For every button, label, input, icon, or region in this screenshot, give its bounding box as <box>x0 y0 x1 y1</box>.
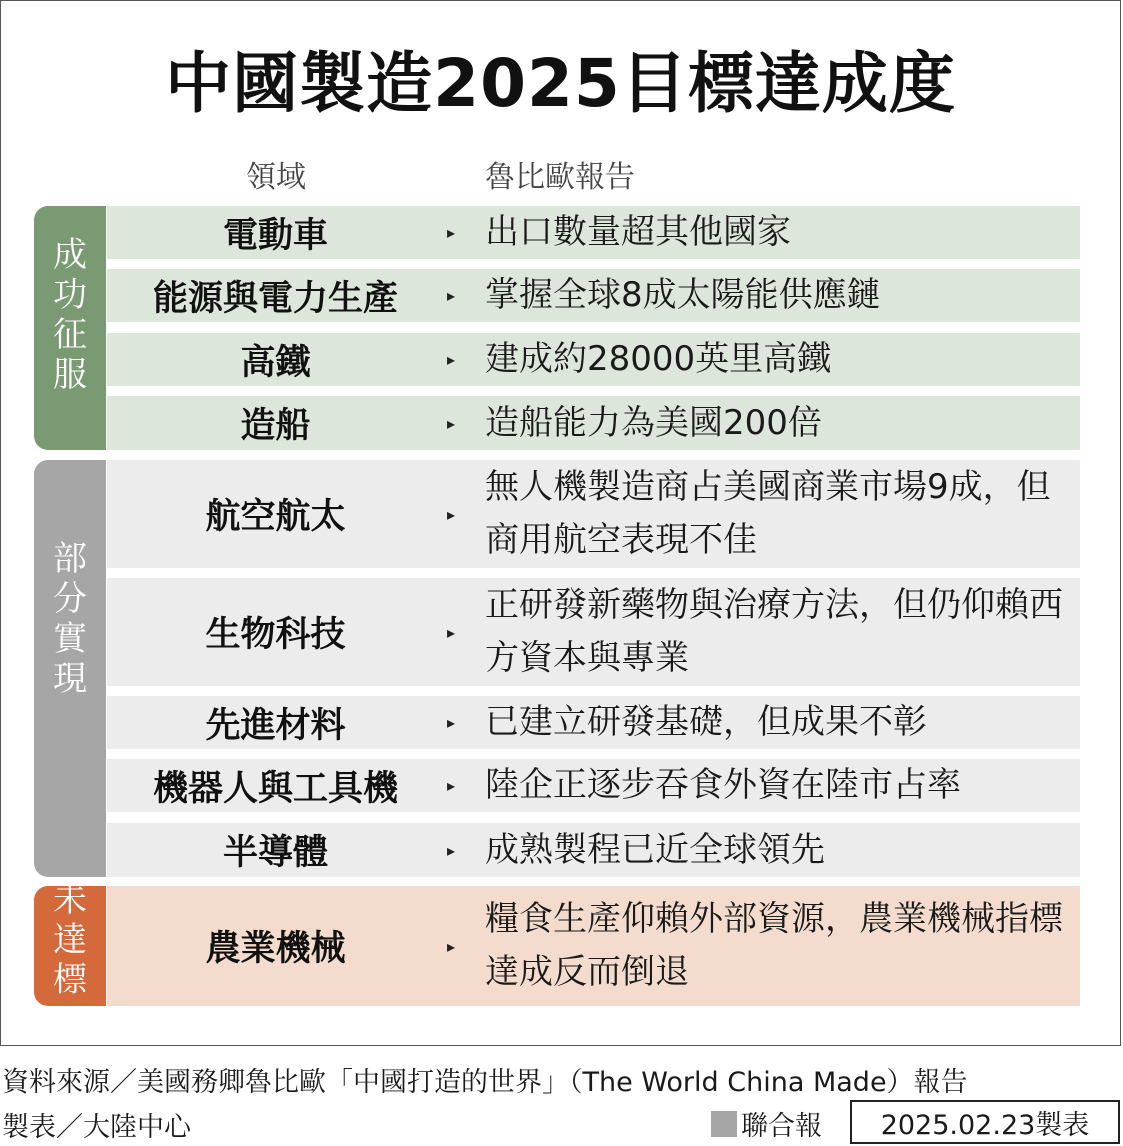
row-domain: 先進材料 <box>205 705 346 746</box>
group-label-partial-text: 部分實現 <box>53 538 87 699</box>
arrow-icon: ▸ <box>446 504 456 524</box>
table-row <box>107 823 1080 877</box>
row-domain: 機器人與工具機 <box>152 768 398 809</box>
publisher-name: 聯合報 <box>741 1111 822 1142</box>
arrow-icon: ▸ <box>446 622 456 642</box>
group-label-success <box>34 206 106 450</box>
arrow-icon: ▸ <box>446 413 456 433</box>
row-domain: 高鐵 <box>240 342 311 383</box>
page-title: 中國製造2025目標達成度 <box>165 45 956 122</box>
table-row <box>107 396 1080 450</box>
table-row <box>107 759 1080 812</box>
row-domain: 半導體 <box>222 833 328 873</box>
table-row <box>107 886 1080 1006</box>
arrow-icon: ▸ <box>446 713 456 732</box>
credit-note: 製表／大陸中心 <box>2 1112 191 1143</box>
row-report: 陸企正逐步吞食外資在陸市占率 <box>485 765 961 805</box>
date-stamp: 2025.02.23製表 <box>850 1100 1120 1144</box>
row-domain: 造船 <box>240 406 311 446</box>
row-domain: 航空航太 <box>205 497 346 537</box>
arrow-icon: ▸ <box>446 840 456 860</box>
row-domain: 能源與電力生產 <box>152 278 398 319</box>
column-header-report: 魯比歐報告 <box>485 160 635 195</box>
group-label-partial <box>34 460 106 877</box>
arrow-icon: ▸ <box>446 776 456 795</box>
row-report: 糧食生產仰賴外部資源，農業機械指標達成反而倒退 <box>485 899 1063 992</box>
row-report: 造船能力為美國200倍 <box>485 402 822 443</box>
table-row <box>107 460 1080 568</box>
row-report: 成熟製程已近全球領先 <box>485 829 825 870</box>
row-report: 無人機製造商占美國商業市場9成，但商用航空表現不佳 <box>485 467 1051 560</box>
arrow-icon: ▸ <box>446 286 456 305</box>
source-note: 資料來源／美國務卿魯比歐「中國打造的世界」（The World China Made）報告 <box>2 1067 968 1098</box>
group-label-fail-text: 未達標 <box>53 880 87 1000</box>
row-domain: 農業機械 <box>205 929 346 969</box>
table-row <box>107 696 1080 749</box>
square-icon <box>711 1111 737 1137</box>
arrow-icon: ▸ <box>446 936 456 956</box>
row-domain: 生物科技 <box>205 615 346 655</box>
arrow-icon: ▸ <box>446 350 456 369</box>
group-label-success-text: 成功征服 <box>53 235 87 395</box>
row-report: 已建立研發基礎，但成果不彰 <box>485 702 927 742</box>
row-report: 建成約28000英里高鐵 <box>485 339 832 379</box>
publisher-brand <box>711 1104 822 1143</box>
table-row <box>107 333 1080 386</box>
row-report: 掌握全球8成太陽能供應鏈 <box>485 275 881 315</box>
row-report: 出口數量超其他國家 <box>485 212 791 252</box>
table-row <box>107 269 1080 322</box>
table-row <box>107 206 1080 259</box>
table-row <box>107 578 1080 686</box>
row-domain: 電動車 <box>222 215 328 256</box>
group-label-fail <box>34 880 106 1006</box>
row-report: 正研發新藥物與治療方法，但仍仰賴西方資本與專業 <box>485 585 1063 678</box>
column-header-domain: 領域 <box>246 160 306 195</box>
arrow-icon: ▸ <box>446 223 456 242</box>
